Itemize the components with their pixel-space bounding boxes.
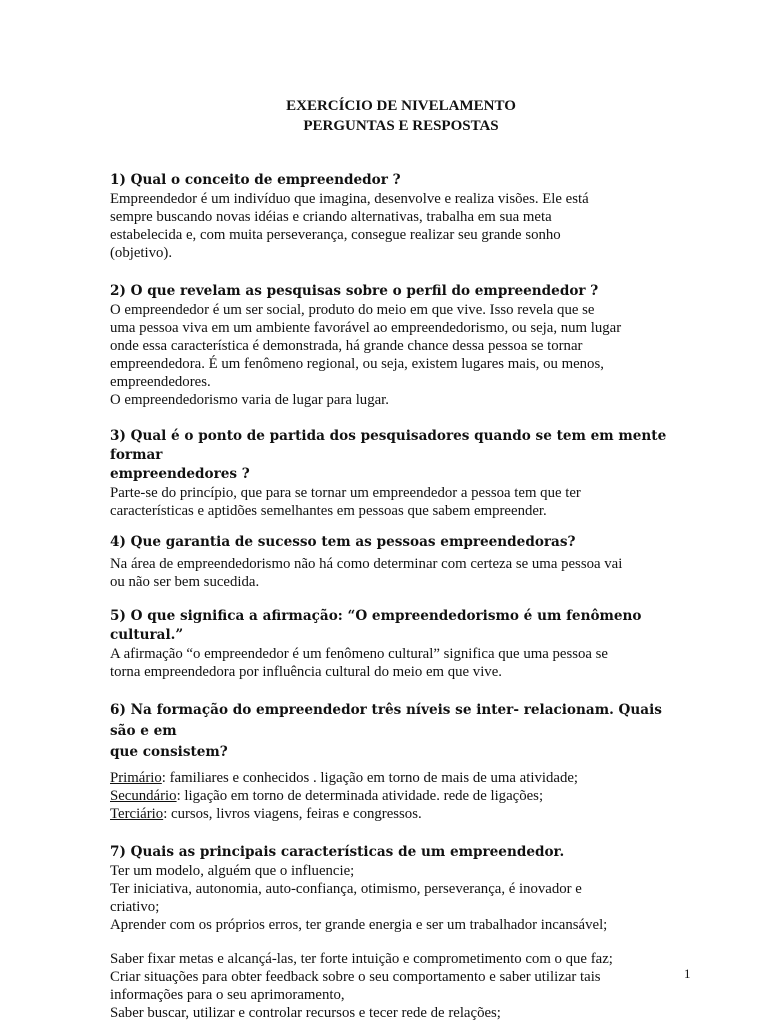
level-term: Primário: [110, 770, 162, 786]
question-5: 5) O que significa a afirmação: “O empreendedorismo é um fenômeno cultural.”: [110, 608, 642, 643]
question-7: 7) Quais as principais características de um empreendedor.: [110, 844, 565, 860]
answer-2-line: onde essa característica é demonstrada, há grande chance dessa pessoa se tornar: [110, 338, 583, 354]
answer-7-line: Saber fixar metas e alcançá-las, ter forte intuição e comprometimento com o que faz;: [110, 951, 613, 967]
question-4: 4) Que garantia de sucesso tem as pessoas empreendedoras?: [110, 534, 576, 550]
answer-1-line: (objetivo).: [110, 245, 173, 261]
level-text: : cursos, livros viagens, feiras e congressos.: [163, 806, 422, 822]
level-text: : familiares e conhecidos . ligação em torno de mais de uma atividade;: [161, 770, 579, 786]
document-body: [110, 96, 692, 1022]
answer-2-line: O empreendedorismo varia de lugar para lugar.: [110, 392, 389, 408]
answer-7-line: informações para o seu aprimoramento,: [110, 987, 345, 1003]
answer-2-line: uma pessoa viva em um ambiente favorável ao empreendedorismo, ou seja, num lugar: [110, 320, 622, 336]
answer-7-line: Saber buscar, utilizar e controlar recursos e tecer rede de relações;: [110, 1005, 501, 1021]
answer-3-line: características e aptidões semelhantes em pessoas que sabem empreender.: [110, 503, 547, 519]
answer-3-line: Parte-se do princípio, que para se tornar um empreendedor a pessoa tem que ter: [110, 485, 581, 501]
question-block-7: [110, 843, 692, 1022]
answer-4-line: ou não ser bem sucedida.: [110, 574, 260, 590]
answer-1-line: Empreendedor é um indivíduo que imagina, desenvolve e realiza visões. Ele está: [110, 191, 589, 207]
answer-1-line: estabelecida e, com muita perseverança, consegue realizar seu grande sonho: [110, 227, 561, 243]
answer-5-line: A afirmação “o empreendedor é um fenômeno cultural” significa que uma pessoa se: [110, 646, 608, 662]
level-term: Secundário: [110, 788, 177, 804]
question-block-2: [110, 282, 692, 409]
level-secondary: [110, 787, 692, 805]
levels-list: [110, 769, 692, 823]
answer-2-line: empreendedores.: [110, 374, 211, 390]
answer-5-line: torna empreendedora por influência cultural do meio em que vive.: [110, 664, 502, 680]
question-6-line: que consistem?: [110, 744, 228, 760]
document-title: [110, 96, 692, 136]
level-term: Terciário: [110, 806, 164, 822]
question-block-3: [110, 427, 692, 520]
question-3-line: 3) Qual é o ponto de partida dos pesquisadores quando se tem em mente formar: [110, 428, 667, 463]
title-line-2: PERGUNTAS E RESPOSTAS: [303, 118, 499, 134]
question-block-1: [110, 171, 692, 262]
answer-7-line: Ter um modelo, alguém que o influencie;: [110, 863, 355, 879]
question-2: 2) O que revelam as pesquisas sobre o perfil do empreendedor ?: [110, 283, 599, 299]
title-line-1: EXERCÍCIO DE NIVELAMENTO: [286, 98, 516, 114]
question-block-4: [110, 533, 692, 591]
question-block-5: [110, 607, 692, 681]
answer-2-line: empreendedora. É um fenômeno regional, ou seja, existem lugares mais, ou menos,: [110, 356, 604, 372]
level-primary: [110, 769, 692, 787]
level-text: : ligação em torno de determinada atividade. rede de ligações;: [176, 788, 544, 804]
answer-7-line: Ter iniciativa, autonomia, auto-confiança, otimismo, perseverança, é inovador e: [110, 881, 582, 897]
answer-1-line: sempre buscando novas idéias e criando alternativas, trabalha em sua meta: [110, 209, 552, 225]
question-1: 1) Qual o conceito de empreendedor ?: [110, 172, 401, 188]
question-3-line: empreendedores ?: [110, 466, 250, 482]
question-6-line: 6) Na formação do empreendedor três níveis se inter- relacionam. Quais são e em: [110, 702, 662, 739]
answer-7-line: criativo;: [110, 899, 160, 915]
answer-7-line: Criar situações para obter feedback sobre o seu comportamento e saber utilizar tais: [110, 969, 601, 985]
answer-4-line: Na área de empreendedorismo não há como determinar com certeza se uma pessoa vai: [110, 556, 623, 572]
level-tertiary: [110, 805, 692, 823]
answer-7-line: Aprender com os próprios erros, ter grande energia e ser um trabalhador incansável;: [110, 917, 608, 933]
page-number: 1: [684, 966, 691, 981]
answer-2-line: O empreendedor é um ser social, produto do meio em que vive. Isso revela que se: [110, 302, 595, 318]
question-block-6: [110, 700, 692, 823]
